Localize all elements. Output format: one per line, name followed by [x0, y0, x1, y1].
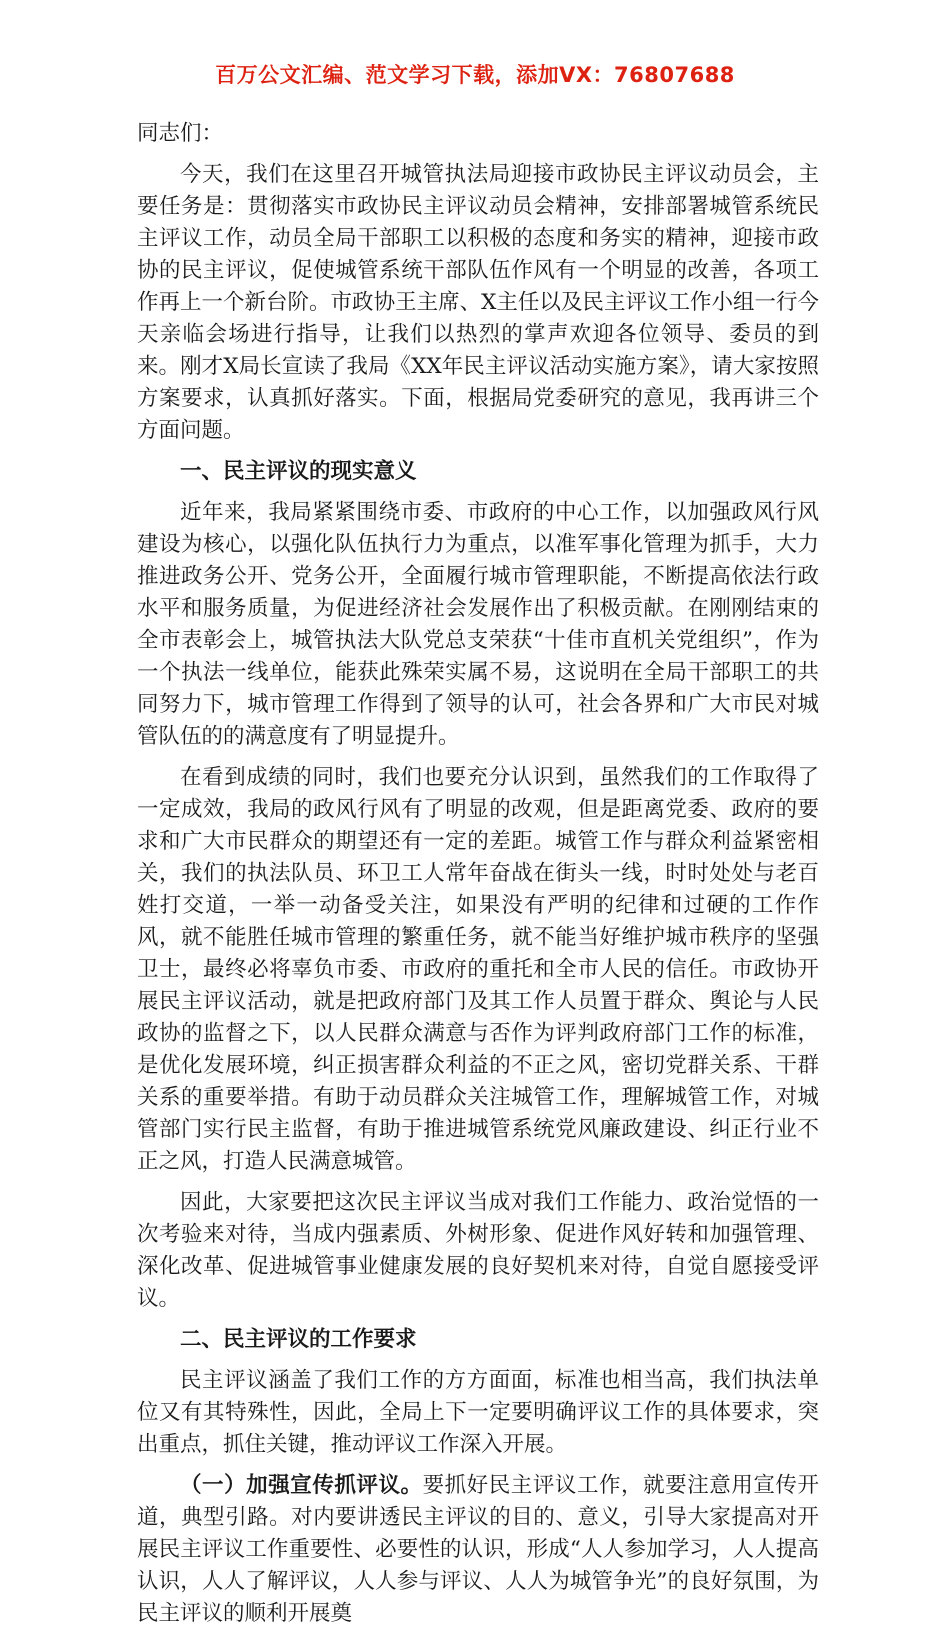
- section-heading: 一、民主评议的现实意义: [180, 459, 417, 484]
- document-body: [137, 118, 819, 1639]
- promo-banner: 百万公文汇编、范文学习下载，添加VX：76807688: [215, 63, 735, 87]
- body-paragraph: 今天，我们在这里召开城管执法局迎接市政协民主评议动员会，主要任务是：贯彻落实市政协民主评议动员会精神，安排部署城管系统民主评议工作，动员全局干部职工以积极的态度和务实的精神，迎接市政协的民主评议，促使城管系统干部队伍作风有一个明显的改善，各项工作再上一个新台阶。市政协王主席、X主任以及民主评议工作小组一行今天亲临会场进行指导，让我们以热烈的掌声欢迎各位领导、委员的到来。刚才X局长宣读了我局《XX年民主评议活动实施方案》，请大家按照方案要求，认真抓好落实。下面，根据局党委研究的意见，我再讲三个方面问题。: [137, 162, 819, 443]
- section-heading: 二、民主评议的工作要求: [180, 1327, 417, 1352]
- body-paragraph: 民主评议涵盖了我们工作的方方面面，标准也相当高，我们执法单位又有其特殊性，因此，全局上下一定要明确评议工作的具体要求，突出重点，抓住关键，推动评议工作深入开展。: [137, 1368, 819, 1457]
- sub-section-lead: （一）加强宣传抓评议。: [180, 1473, 423, 1498]
- body-paragraph: 在看到成绩的同时，我们也要充分认识到，虽然我们的工作取得了一定成效，我局的政风行风有了明显的改观，但是距离党委、政府的要求和广大市民群众的期望还有一定的差距。城管工作与群众利益紧密相关，我们的执法队员、环卫工人常年奋战在街头一线，时时处处与老百姓打交道，一举一动备受关注，如果没有严明的纪律和过硬的工作作风，就不能胜任城市管理的繁重任务，就不能当好维护城市秩序的坚强卫士，最终必将辜负市委、市政府的重托和全市人民的信任。市政协开展民主评议活动，就是把政府部门及其工作人员置于群众、舆论与人民政协的监督之下，以人民群众满意与否作为评判政府部门工作的标准，是优化发展环境，纠正损害群众利益的不正之风，密切党群关系、干群关系的重要举措。有助于动员群众关注城管工作，理解城管工作，对城管部门实行民主监督，有助于推进城管系统党风廉政建设、纠正行业不正之风，打造人民满意城管。: [137, 765, 819, 1174]
- body-paragraph: 因此，大家要把这次民主评议当成对我们工作能力、政治觉悟的一次考验来对待，当成内强素质、外树形象、促进作风好转和加强管理、深化改革、促进城管事业健康发展的良好契机来对待，自觉自愿接受评议。: [137, 1190, 819, 1311]
- document-blocks: [137, 159, 819, 1630]
- sub-section-text: 要抓好民主评议工作，就要注意用宣传开道，典型引路。对内要讲透民主评议的目的、意义，引导大家提高对开展民主评议工作重要性、必要性的认识，形成“人人参加学习，人人提高认识，人人了解评议，人人参与评议、人人为城管争光”的良好氛围，为民主评议的顺利开展奠: [137, 1473, 819, 1626]
- salutation: 同志们：: [137, 121, 224, 146]
- body-paragraph: 近年来，我局紧紧围绕市委、市政府的中心工作，以加强政风行风建设为核心，以强化队伍执行力为重点，以准军事化管理为抓手，大力推进政务公开、党务公开，全面履行城市管理职能，不断提高依法行政水平和服务质量，为促进经济社会发展作出了积极贡献。在刚刚结束的全市表彰会上，城管执法大队党总支荣获“十佳市直机关党组织”，作为一个执法一线单位，能获此殊荣实属不易，这说明在全局干部职工的共同努力下，城市管理工作得到了领导的认可，社会各界和广大市民对城管队伍的的满意度有了明显提升。: [137, 500, 819, 749]
- sub-section-paragraph: [137, 1470, 819, 1630]
